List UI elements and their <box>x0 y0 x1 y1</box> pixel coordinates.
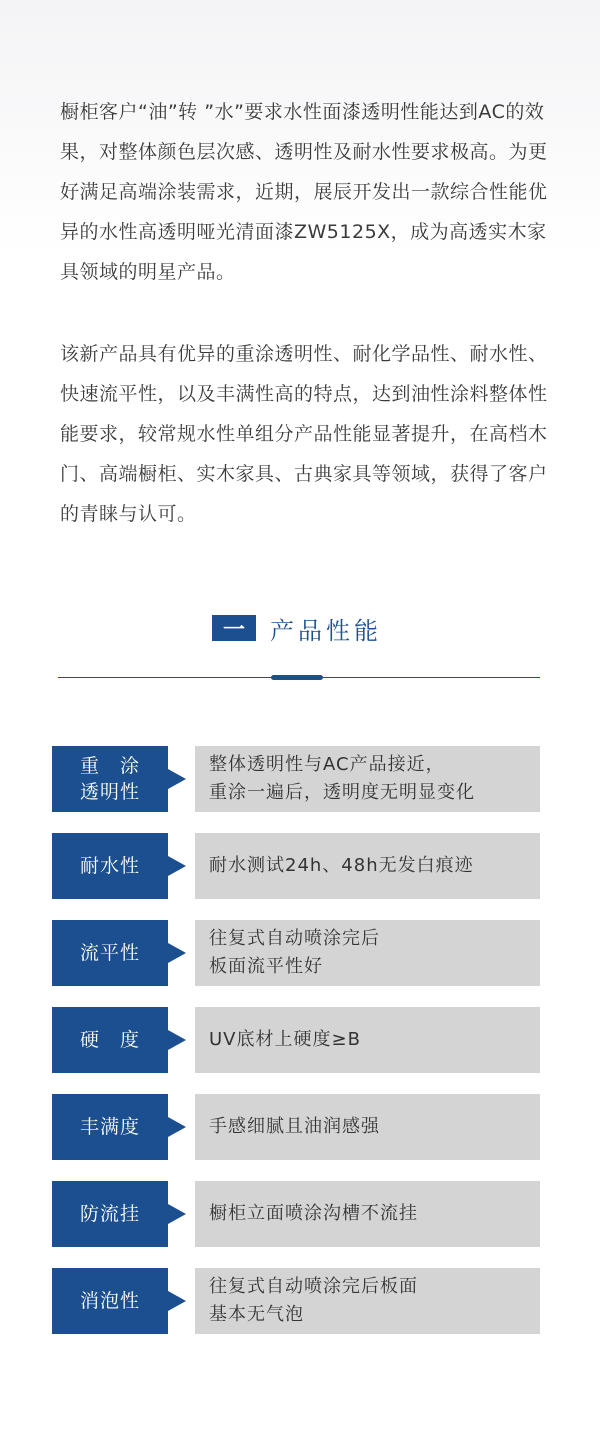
arrow-right-icon <box>168 856 186 876</box>
spec-value: 手感细腻且油润感强 <box>195 1094 540 1160</box>
arrow-right-icon <box>168 769 186 789</box>
arrow-right-icon <box>168 943 186 963</box>
spec-value: 橱柜立面喷涂沟槽不流挂 <box>195 1181 540 1247</box>
arrow-right-icon <box>168 1030 186 1050</box>
spec-label: 重 涂 透明性 <box>52 746 168 812</box>
spec-label: 耐水性 <box>52 833 168 899</box>
arrow-right-icon <box>168 1204 186 1224</box>
spec-value: 往复式自动喷涂完后板面 基本无气泡 <box>195 1268 540 1334</box>
section-heading <box>212 610 382 646</box>
section-number-badge: 一 <box>212 615 256 641</box>
spec-label: 硬 度 <box>52 1007 168 1073</box>
intro-text <box>60 92 550 534</box>
spec-value: UV底材上硬度≥B <box>195 1007 540 1073</box>
spec-value: 往复式自动喷涂完后 板面流平性好 <box>195 920 540 986</box>
spec-label: 流平性 <box>52 920 168 986</box>
arrow-right-icon <box>168 1117 186 1137</box>
spec-label: 丰满度 <box>52 1094 168 1160</box>
intro-paragraph-1: 橱柜客户“油”转 ”水”要求水性面漆透明性能达到AC的效果，对整体颜色层次感、透明性及耐水性要求极高。为更好满足高端涂装需求，近期，展辰开发出一款综合性能优异的水性高透明哑光清面漆ZW5125X，成为高透实木家具领域的明星产品。 <box>60 101 548 283</box>
section-title: 产品性能 <box>270 616 382 645</box>
section-divider-marker <box>271 675 323 680</box>
spec-row-recoat-transparency <box>52 746 542 812</box>
spec-row-sag-resistance <box>52 1181 542 1247</box>
intro-paragraph-2: 该新产品具有优异的重涂透明性、耐化学品性、耐水性、快速流平性，以及丰满性高的特点，达到油性涂料整体性能要求，较常规水性单组分产品性能显著提升，在高档木门、高端橱柜、实木家具、古典家具等领域，获得了客户的青睐与认可。 <box>60 343 548 525</box>
spec-label: 消泡性 <box>52 1268 168 1334</box>
arrow-right-icon <box>168 1291 186 1311</box>
spec-row-leveling <box>52 920 542 986</box>
spec-label: 防流挂 <box>52 1181 168 1247</box>
spec-list <box>52 746 542 1355</box>
spec-row-water-resistance <box>52 833 542 899</box>
spec-value: 整体透明性与AC产品接近， 重涂一遍后，透明度无明显变化 <box>195 746 540 812</box>
spec-value: 耐水测试24h、48h无发白痕迹 <box>195 833 540 899</box>
spec-row-hardness <box>52 1007 542 1073</box>
spec-row-defoaming <box>52 1268 542 1334</box>
spec-row-fullness <box>52 1094 542 1160</box>
